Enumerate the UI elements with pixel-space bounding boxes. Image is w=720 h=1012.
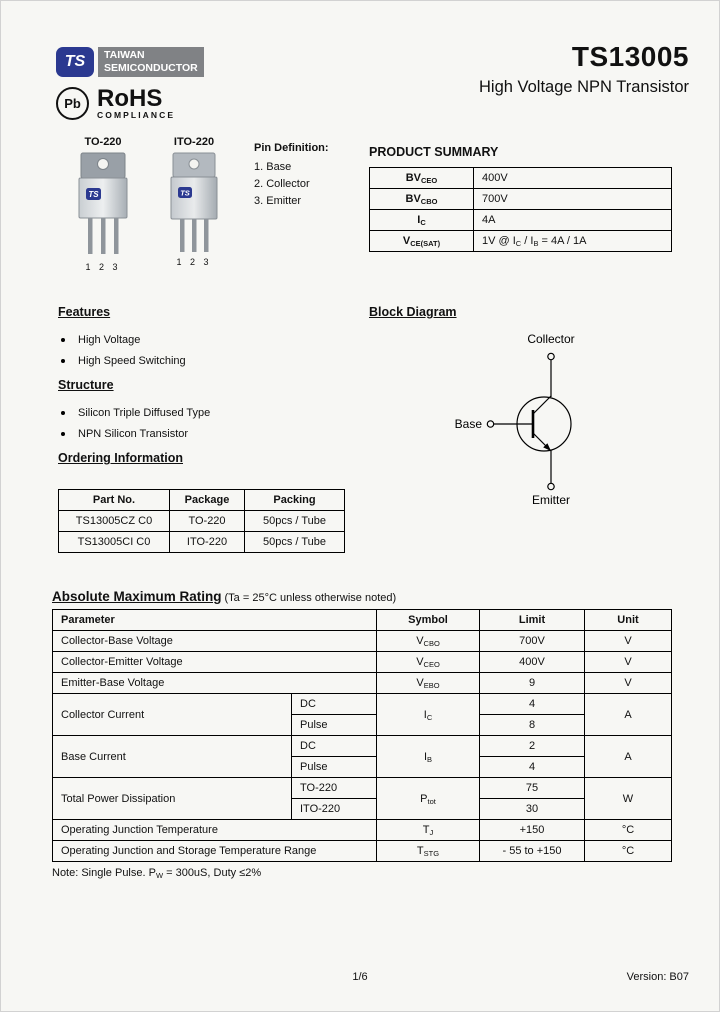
- condition-cell: Pulse: [292, 757, 377, 778]
- summary-symbol-cell: $BV_{CBO}$: [370, 189, 474, 210]
- unit-cell: A: [585, 736, 672, 778]
- block-diagram-title: Block Diagram: [369, 305, 457, 319]
- to220-pin-numbers: 1 2 3: [85, 262, 121, 272]
- pb-label: Pb: [64, 96, 81, 111]
- column-header: Limit: [480, 610, 585, 631]
- unit-cell: V: [585, 631, 672, 652]
- condition-cell: Pulse: [292, 715, 377, 736]
- symbol-cell: $P_{tot}$: [377, 778, 480, 820]
- page-number: 1/6: [352, 971, 368, 983]
- collector-label: Collector: [527, 332, 575, 346]
- limit-cell: 2: [480, 736, 585, 757]
- ito220-label: ITO-220: [173, 136, 215, 148]
- unit-cell: °C: [585, 841, 672, 862]
- param-cell: Operating Junction and Storage Temperature Range: [53, 841, 377, 862]
- table-header-row: [53, 610, 672, 631]
- summary-symbol-cell: $V_{CE(SAT)}$: [370, 231, 474, 252]
- column-header: Unit: [585, 610, 672, 631]
- list-item: NPN Silicon Transistor: [61, 423, 210, 444]
- symbol-cell: $T_J$: [377, 820, 480, 841]
- pin-definition: [254, 140, 329, 210]
- abs-max-condition: (Ta = 25°C unless otherwise noted): [224, 592, 397, 604]
- limit-cell: 75: [480, 778, 585, 799]
- table-row: [53, 694, 672, 715]
- list-item: High Speed Switching: [61, 350, 186, 371]
- abs-max-table: [52, 609, 672, 862]
- abs-max-heading: [52, 588, 396, 606]
- bullet-icon: [61, 359, 65, 363]
- transistor-symbol: [436, 327, 676, 522]
- condition-cell: TO-220: [292, 778, 377, 799]
- doc-subtitle: High Voltage NPN Transistor: [478, 78, 689, 96]
- ito220-package-image: [165, 152, 223, 259]
- table-row: [370, 189, 672, 210]
- package-cell: ITO-220: [170, 532, 245, 553]
- column-header: Parameter: [53, 610, 377, 631]
- packing-cell: 50pcs / Tube: [245, 511, 345, 532]
- table-row: [53, 736, 672, 757]
- summary-value-cell: 400V: [474, 168, 672, 189]
- bullet-icon: [61, 338, 65, 342]
- brand-logo-icon: [56, 47, 94, 77]
- brand-logo-text: TS: [64, 53, 86, 70]
- emitter-label: Emitter: [531, 493, 571, 507]
- package-logo-mark: TS: [88, 190, 99, 199]
- rohs-logo: [56, 87, 175, 120]
- brand-line2: SEMICONDUCTOR: [104, 62, 198, 74]
- list-item: High Voltage: [61, 329, 186, 350]
- unit-cell: V: [585, 673, 672, 694]
- summary-value-cell: 700V: [474, 189, 672, 210]
- brand-logo: [56, 47, 204, 77]
- unit-cell: °C: [585, 820, 672, 841]
- symbol-cell: $V_{EBO}$: [377, 673, 480, 694]
- symbol-cell: $V_{CBO}$: [377, 631, 480, 652]
- summary-symbol-cell: $BV_{CEO}$: [370, 168, 474, 189]
- param-cell: Operating Junction Temperature: [53, 820, 377, 841]
- column-header: Packing: [245, 490, 345, 511]
- rohs-title: RoHS: [97, 85, 163, 112]
- param-cell: Base Current: [53, 736, 292, 778]
- unit-cell: A: [585, 694, 672, 736]
- structure-title: Structure: [58, 378, 114, 392]
- column-header: Symbol: [377, 610, 480, 631]
- limit-cell: - 55 to +150: [480, 841, 585, 862]
- table-row: [53, 820, 672, 841]
- table-row: [370, 231, 672, 252]
- table-note: Note: Single Pulse. $P_W = 300uS$, Duty ≤2%: [52, 867, 262, 880]
- param-cell: Collector Current: [53, 694, 292, 736]
- pin-definition-title: Pin Definition:: [254, 142, 329, 154]
- table-row: [370, 210, 672, 231]
- limit-cell: 4: [480, 694, 585, 715]
- table-header-row: [59, 490, 345, 511]
- structure-list: [61, 402, 210, 444]
- base-label: Base: [454, 417, 482, 431]
- symbol-cell: $I_C$: [377, 694, 480, 736]
- brand-wordmark: [98, 47, 204, 77]
- condition-cell: ITO-220: [292, 799, 377, 820]
- bullet-icon: [61, 411, 65, 415]
- table-row: [59, 511, 345, 532]
- table-row: [59, 532, 345, 553]
- table-row: [53, 631, 672, 652]
- table-row: [53, 673, 672, 694]
- limit-cell: 700V: [480, 631, 585, 652]
- table-row: [370, 168, 672, 189]
- rohs-text: [97, 87, 175, 120]
- summary-symbol-cell: $I_C$: [370, 210, 474, 231]
- package-cell: TO-220: [170, 511, 245, 532]
- limit-cell: 4: [480, 757, 585, 778]
- ito220-pin-numbers: 1 2 3: [176, 257, 212, 267]
- version-label: Version: B07: [626, 971, 689, 983]
- abs-max-title: Absolute Maximum Rating: [52, 589, 222, 604]
- condition-cell: DC: [292, 694, 377, 715]
- pin-definition-item: 2. Collector: [254, 178, 310, 190]
- product-summary-title: PRODUCT SUMMARY: [369, 145, 499, 159]
- part-no-cell: TS13005CZ C0: [59, 511, 170, 532]
- unit-cell: V: [585, 652, 672, 673]
- column-header: Package: [170, 490, 245, 511]
- table-row: [53, 652, 672, 673]
- features-title: Features: [58, 305, 111, 319]
- packing-cell: 50pcs / Tube: [245, 532, 345, 553]
- product-summary-table: [369, 167, 672, 252]
- to220-package-image: [71, 152, 135, 263]
- limit-cell: 30: [480, 799, 585, 820]
- unit-cell: W: [585, 778, 672, 820]
- symbol-cell: $T_{STG}$: [377, 841, 480, 862]
- param-cell: Collector-Base Voltage: [53, 631, 377, 652]
- table-row: [53, 841, 672, 862]
- list-item: Silicon Triple Diffused Type: [61, 402, 210, 423]
- part-number-title: TS13005: [571, 41, 689, 72]
- summary-value-cell: 1V @ $I_C / I_B = 4A / 1A$: [474, 231, 672, 252]
- limit-cell: 8: [480, 715, 585, 736]
- to220-label: TO-220: [84, 136, 122, 148]
- package-logo-mark: TS: [180, 188, 190, 198]
- part-no-cell: TS13005CI C0: [59, 532, 170, 553]
- condition-cell: DC: [292, 736, 377, 757]
- limit-cell: 9: [480, 673, 585, 694]
- limit-cell: 400V: [480, 652, 585, 673]
- param-cell: Total Power Dissipation: [53, 778, 292, 820]
- column-header: Part No.: [59, 490, 170, 511]
- brand-line1: TAIWAN: [104, 49, 145, 61]
- summary-value-cell: 4A: [474, 210, 672, 231]
- ordering-title: Ordering Information: [58, 451, 183, 465]
- pin-definition-item: 1. Base: [254, 161, 292, 173]
- symbol-cell: $V_{CEO}$: [377, 652, 480, 673]
- limit-cell: +150: [480, 820, 585, 841]
- ordering-table: [58, 489, 345, 553]
- rohs-compliance: COMPLIANCE: [97, 110, 176, 120]
- bullet-icon: [61, 432, 65, 436]
- param-cell: Emitter-Base Voltage: [53, 673, 377, 694]
- features-list: [61, 329, 186, 371]
- pin-definition-item: 3. Emitter: [254, 195, 302, 207]
- table-row: [53, 778, 672, 799]
- pb-free-icon: [56, 87, 89, 120]
- param-cell: Collector-Emitter Voltage: [53, 652, 377, 673]
- symbol-cell: $I_B$: [377, 736, 480, 778]
